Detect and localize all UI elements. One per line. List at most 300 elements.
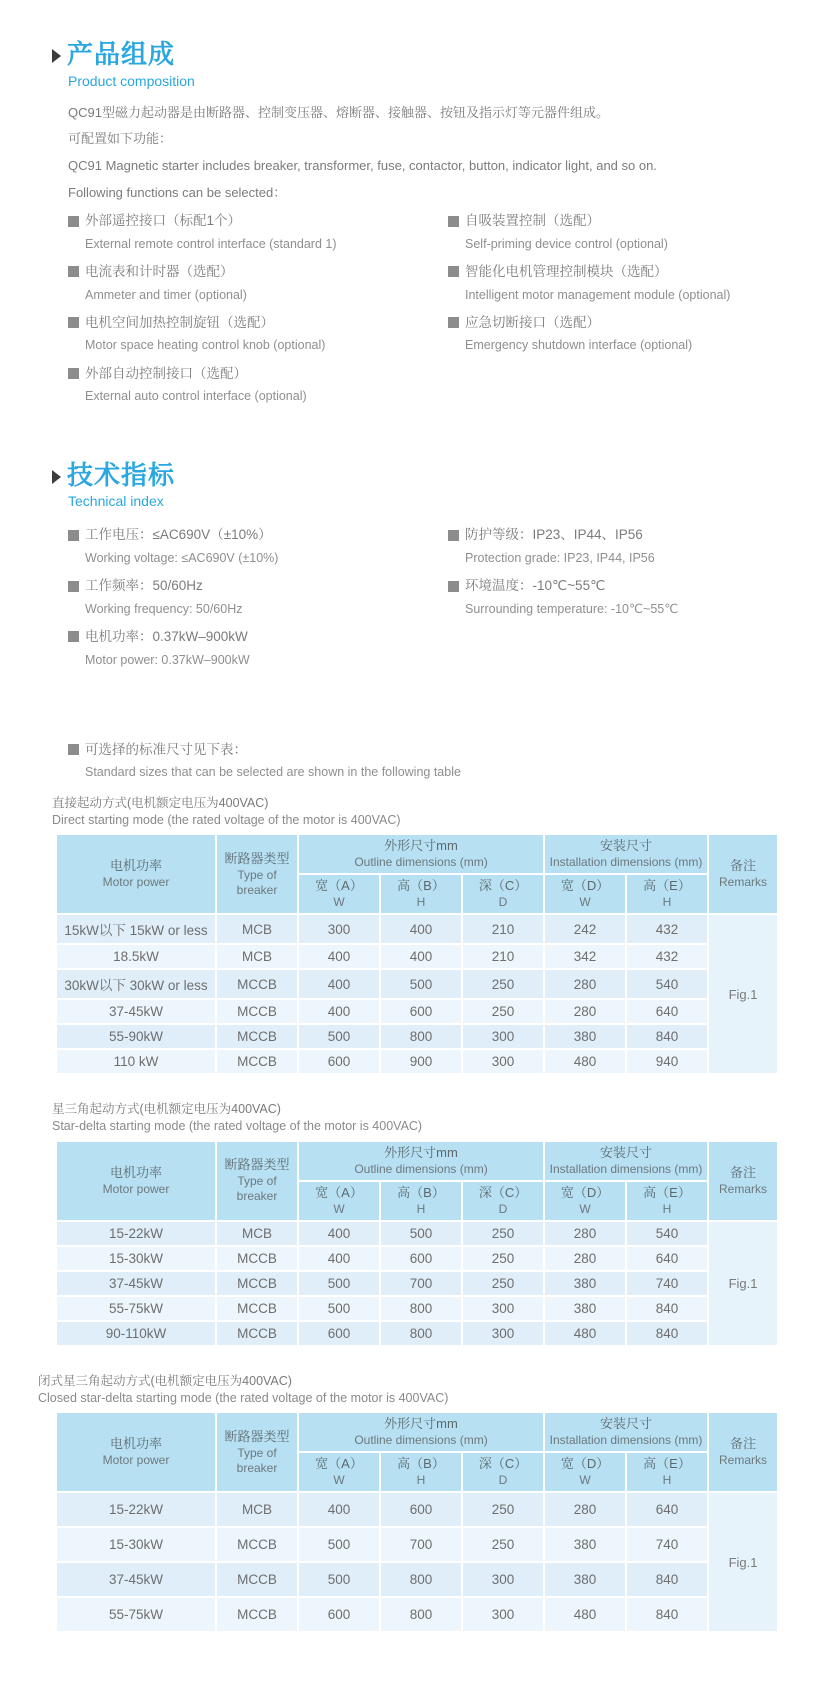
item-text-zh: 工作频率：50/60Hz: [85, 578, 203, 594]
item-text-zh: 防护等级：IP23、IP44、IP56: [465, 527, 643, 543]
header-en: Motor power: [102, 1453, 170, 1468]
cell-dimension-value: 280: [545, 970, 625, 998]
item-text-zh: 外部自动控制接口（选配）: [85, 365, 247, 381]
subheader-zh: 宽（A）: [315, 1456, 363, 1472]
header-zh: 外形尺寸mm: [384, 1144, 458, 1160]
subheader-zh: 高（E）: [643, 1456, 691, 1472]
bullet-square-icon: [68, 581, 79, 592]
cell-dimension-value: 500: [299, 1272, 379, 1295]
cell-dimension-value: 400: [299, 1493, 379, 1526]
spec-columns: [68, 525, 770, 677]
header-en: Installation dimensions (mm): [549, 1433, 703, 1448]
col-header-remarks: [709, 835, 777, 913]
col-header-installation-dimensions: [545, 1413, 707, 1451]
col-subheader-dimension: [299, 1453, 379, 1491]
cell-remark-figure: Fig.1: [709, 915, 777, 1073]
features-right: [448, 211, 770, 414]
table-row: [57, 1222, 777, 1245]
cell-dimension-value: 700: [381, 1272, 461, 1295]
bullet-item: [68, 576, 448, 617]
subheader-zh: 宽（A）: [315, 1184, 363, 1200]
cell-breaker-type: MCB: [217, 945, 297, 968]
cell-dimension-value: 400: [299, 970, 379, 998]
cell-dimension-value: 342: [545, 945, 625, 968]
cell-breaker-type: MCCB: [217, 1297, 297, 1320]
header-en: Remarks: [719, 1453, 768, 1468]
cell-dimension-value: 380: [545, 1563, 625, 1596]
cell-dimension-value: 280: [545, 1222, 625, 1245]
cell-dimension-value: 280: [545, 1493, 625, 1526]
header-zh: 备注: [730, 1164, 757, 1180]
item-text-en: Protection grade: IP23, IP44, IP56: [465, 550, 655, 565]
col-header-remarks: [709, 1142, 777, 1220]
subheader-en: D: [498, 895, 508, 910]
cell-dimension-value: 380: [545, 1025, 625, 1048]
paragraph-line: 可配置如下功能：: [68, 131, 173, 147]
cell-motor-power: 110 kW: [57, 1050, 215, 1073]
cell-breaker-type: MCB: [217, 1493, 297, 1526]
cell-dimension-value: 640: [627, 1247, 707, 1270]
cell-breaker-type: MCCB: [217, 1025, 297, 1048]
bullet-square-icon: [68, 266, 79, 277]
header-zh: 电机功率: [109, 858, 162, 874]
dimensions-table: [55, 833, 779, 1075]
header-en: Type of breaker: [236, 1445, 278, 1475]
header-en: Motor power: [102, 875, 170, 890]
cell-dimension-value: 840: [627, 1297, 707, 1320]
item-text-en: Intelligent motor management module (optional): [465, 287, 731, 302]
col-header-breaker-type: [217, 1413, 297, 1491]
header-en: Installation dimensions (mm): [549, 855, 703, 870]
subheader-zh: 宽（A）: [315, 878, 363, 894]
cell-motor-power: 55-75kW: [57, 1598, 215, 1631]
col-header-breaker-type: [217, 835, 297, 913]
table-caption-en: Star-delta starting mode (the rated voltage of the motor is 400VAC): [52, 1119, 423, 1134]
col-subheader-dimension: [463, 1182, 543, 1220]
col-subheader-dimension: [545, 1182, 625, 1220]
cell-dimension-value: 600: [299, 1322, 379, 1345]
cell-dimension-value: 800: [381, 1297, 461, 1320]
cell-motor-power: 90-110kW: [57, 1322, 215, 1345]
header-zh: 外形尺寸mm: [384, 838, 458, 854]
triangle-marker-icon: [52, 49, 61, 63]
cell-dimension-value: 500: [299, 1297, 379, 1320]
table-block-star-delta: [52, 1101, 770, 1347]
cell-dimension-value: 300: [463, 1322, 543, 1345]
subheader-zh: 深（C）: [478, 1184, 528, 1200]
header-en: Outline dimensions (mm): [354, 855, 488, 870]
cell-dimension-value: 250: [463, 1493, 543, 1526]
section-title: 技术指标: [67, 459, 176, 490]
item-text-zh: 自吸装置控制（选配）: [465, 213, 600, 229]
subheader-zh: 高（B）: [397, 878, 445, 894]
cell-dimension-value: 540: [627, 970, 707, 998]
cell-breaker-type: MCB: [217, 1222, 297, 1245]
cell-motor-power: 55-75kW: [57, 1297, 215, 1320]
cell-dimension-value: 600: [381, 1493, 461, 1526]
col-header-motor-power: [57, 1142, 215, 1220]
header-en: Type of breaker: [236, 867, 278, 897]
subheader-zh: 高（E）: [643, 878, 691, 894]
header-zh: 电机功率: [109, 1436, 162, 1452]
subheader-en: W: [333, 1473, 345, 1488]
cell-dimension-value: 540: [627, 1222, 707, 1245]
subheader-en: D: [498, 1473, 508, 1488]
bullet-square-icon: [68, 631, 79, 642]
bullet-square-icon: [68, 317, 79, 328]
subheader-en: H: [416, 1201, 426, 1216]
cell-motor-power: 15-22kW: [57, 1493, 215, 1526]
cell-remark-figure: Fig.1: [709, 1493, 777, 1631]
section-subtitle: Technical index: [68, 493, 164, 510]
header-zh: 外形尺寸mm: [384, 1416, 458, 1432]
bullet-item: [448, 262, 770, 303]
cell-breaker-type: MCCB: [217, 1247, 297, 1270]
cell-dimension-value: 400: [299, 1247, 379, 1270]
cell-dimension-value: 500: [381, 970, 461, 998]
cell-dimension-value: 250: [463, 1247, 543, 1270]
bullet-item: [448, 313, 770, 354]
cell-dimension-value: 400: [299, 1222, 379, 1245]
item-text-zh: 工作电压：≤AC690V（±10%）: [85, 527, 272, 543]
dimensions-table: [55, 1140, 779, 1347]
bullet-square-icon: [68, 216, 79, 227]
col-subheader-dimension: [381, 1453, 461, 1491]
cell-dimension-value: 900: [381, 1050, 461, 1073]
table-row: [57, 945, 777, 968]
cell-dimension-value: 800: [381, 1322, 461, 1345]
cell-motor-power: 15kW以下 15kW or less: [57, 915, 215, 943]
cell-dimension-value: 300: [463, 1598, 543, 1631]
subheader-zh: 宽（D）: [560, 1184, 610, 1200]
subheader-en: H: [416, 895, 426, 910]
standard-sizes-note: [68, 740, 770, 781]
cell-dimension-value: 480: [545, 1598, 625, 1631]
bullet-item: [68, 627, 448, 668]
col-header-remarks: [709, 1413, 777, 1491]
cell-dimension-value: 300: [463, 1297, 543, 1320]
cell-dimension-value: 600: [381, 1000, 461, 1023]
table-caption-zh: 直接起动方式(电机额定电压为400VAC): [52, 795, 269, 810]
subheader-en: W: [579, 1473, 591, 1488]
table-row: [57, 1598, 777, 1631]
cell-dimension-value: 640: [627, 1493, 707, 1526]
cell-dimension-value: 840: [627, 1598, 707, 1631]
bullet-square-icon: [68, 368, 79, 379]
item-text-en: Ammeter and timer (optional): [85, 287, 247, 302]
specs-right: [448, 525, 770, 677]
subheader-zh: 高（B）: [397, 1184, 445, 1200]
cell-dimension-value: 210: [463, 945, 543, 968]
cell-motor-power: 15-30kW: [57, 1528, 215, 1561]
cell-dimension-value: 400: [381, 945, 461, 968]
cell-dimension-value: 840: [627, 1563, 707, 1596]
cell-dimension-value: 500: [381, 1222, 461, 1245]
table-row: [57, 1493, 777, 1526]
cell-dimension-value: 300: [463, 1050, 543, 1073]
table-block-direct-starting: [52, 795, 770, 1076]
cell-dimension-value: 280: [545, 1247, 625, 1270]
header-zh: 电机功率: [109, 1164, 162, 1180]
item-text-zh: 外部遥控接口（标配1个）: [85, 213, 242, 229]
feature-columns: [68, 211, 770, 414]
cell-dimension-value: 840: [627, 1025, 707, 1048]
col-subheader-dimension: [463, 1453, 543, 1491]
cell-breaker-type: MCB: [217, 915, 297, 943]
section-product-composition: [52, 40, 770, 415]
cell-dimension-value: 380: [545, 1272, 625, 1295]
cell-dimension-value: 400: [299, 1000, 379, 1023]
specs-left: [68, 525, 448, 677]
cell-breaker-type: MCCB: [217, 1322, 297, 1345]
table-block-closed-star-delta: [38, 1373, 770, 1634]
col-subheader-dimension: [627, 1182, 707, 1220]
bullet-item: [448, 525, 770, 566]
item-text-zh: 电机空间加热控制旋钮（选配）: [85, 314, 274, 330]
paragraph-line: QC91型磁力起动器是由断路器、控制变压器、熔断器、接触器、按钮及指示灯等元器件组成。: [68, 104, 609, 120]
cell-dimension-value: 840: [627, 1322, 707, 1345]
item-text-en: External remote control interface (standard 1): [85, 236, 337, 251]
col-header-outline-dimensions: [299, 1413, 543, 1451]
cell-dimension-value: 740: [627, 1528, 707, 1561]
table-row: [57, 1297, 777, 1320]
bullet-item: [448, 576, 770, 617]
subheader-en: H: [416, 1473, 426, 1488]
cell-dimension-value: 500: [299, 1563, 379, 1596]
cell-dimension-value: 640: [627, 1000, 707, 1023]
bullet-square-icon: [68, 530, 79, 541]
header-en: Motor power: [102, 1181, 170, 1196]
cell-dimension-value: 380: [545, 1297, 625, 1320]
cell-dimension-value: 400: [299, 945, 379, 968]
section-subtitle: Product composition: [68, 72, 195, 89]
header-en: Outline dimensions (mm): [354, 1161, 488, 1176]
bullet-square-icon: [448, 530, 459, 541]
item-text-en: Motor space heating control knob (optional): [85, 338, 326, 353]
item-text-en: Self-priming device control (optional): [465, 236, 668, 251]
cell-dimension-value: 300: [299, 915, 379, 943]
col-header-installation-dimensions: [545, 835, 707, 873]
cell-dimension-value: 600: [381, 1247, 461, 1270]
item-text-zh: 电流表和计时器（选配）: [85, 264, 234, 280]
col-header-installation-dimensions: [545, 1142, 707, 1180]
tables-area: [38, 795, 770, 1634]
cell-dimension-value: 250: [463, 1000, 543, 1023]
table-caption-en: Direct starting mode (the rated voltage of the motor is 400VAC): [52, 812, 401, 827]
header-zh: 安装尺寸: [600, 1144, 653, 1160]
bullet-item: [448, 211, 770, 252]
col-subheader-dimension: [463, 875, 543, 913]
col-subheader-dimension: [627, 1453, 707, 1491]
cell-breaker-type: MCCB: [217, 1528, 297, 1561]
table-row: [57, 915, 777, 943]
item-text-en: Surrounding temperature: -10℃~55℃: [465, 601, 679, 616]
cell-dimension-value: 300: [463, 1563, 543, 1596]
table-row: [57, 1247, 777, 1270]
cell-motor-power: 18.5kW: [57, 945, 215, 968]
bullet-item: [68, 211, 448, 252]
intro-paragraphs: [68, 105, 770, 200]
cell-motor-power: 30kW以下 30kW or less: [57, 970, 215, 998]
subheader-zh: 高（E）: [643, 1184, 691, 1200]
item-text-zh: 应急切断接口（选配）: [465, 314, 600, 330]
col-header-motor-power: [57, 835, 215, 913]
cell-motor-power: 37-45kW: [57, 1272, 215, 1295]
cell-dimension-value: 432: [627, 915, 707, 943]
cell-dimension-value: 500: [299, 1528, 379, 1561]
subheader-en: H: [662, 1201, 672, 1216]
header-zh: 备注: [730, 858, 757, 874]
cell-dimension-value: 700: [381, 1528, 461, 1561]
col-subheader-dimension: [381, 875, 461, 913]
table-caption-zh: 星三角起动方式(电机额定电压为400VAC): [52, 1102, 281, 1117]
triangle-marker-icon: [52, 470, 61, 484]
cell-dimension-value: 480: [545, 1322, 625, 1345]
table-row: [57, 1025, 777, 1048]
cell-dimension-value: 740: [627, 1272, 707, 1295]
cell-dimension-value: 250: [463, 1222, 543, 1245]
cell-motor-power: 37-45kW: [57, 1563, 215, 1596]
item-text-en: External auto control interface (optional): [85, 389, 307, 404]
paragraph-line: Following functions can be selected：: [68, 184, 287, 200]
bullet-square-icon: [448, 216, 459, 227]
cell-breaker-type: MCCB: [217, 1563, 297, 1596]
table-row: [57, 1563, 777, 1596]
bullet-square-icon: [448, 266, 459, 277]
cell-dimension-value: 400: [381, 915, 461, 943]
cell-dimension-value: 600: [299, 1598, 379, 1631]
cell-breaker-type: MCCB: [217, 1050, 297, 1073]
table-row: [57, 1000, 777, 1023]
item-text-en: Working frequency: 50/60Hz: [85, 601, 243, 616]
section-heading: [52, 40, 770, 89]
table-row: [57, 970, 777, 998]
cell-dimension-value: 480: [545, 1050, 625, 1073]
bullet-square-icon: [448, 317, 459, 328]
section-heading: [52, 461, 770, 510]
cell-dimension-value: 500: [299, 1025, 379, 1048]
item-text-zh: 环境温度：-10℃~55℃: [465, 578, 606, 594]
bullet-item: [68, 364, 448, 405]
cell-dimension-value: 940: [627, 1050, 707, 1073]
subheader-zh: 深（C）: [478, 1456, 528, 1472]
table-row: [57, 1272, 777, 1295]
cell-remark-figure: Fig.1: [709, 1222, 777, 1345]
bullet-square-icon: [448, 581, 459, 592]
col-subheader-dimension: [299, 875, 379, 913]
cell-dimension-value: 250: [463, 970, 543, 998]
cell-dimension-value: 210: [463, 915, 543, 943]
table-caption-zh: 闭式星三角起动方式(电机额定电压为400VAC): [38, 1373, 292, 1388]
col-subheader-dimension: [627, 875, 707, 913]
header-en: Outline dimensions (mm): [354, 1433, 488, 1448]
dimensions-table: [55, 1411, 779, 1633]
col-subheader-dimension: [299, 1182, 379, 1220]
subheader-en: W: [333, 895, 345, 910]
cell-dimension-value: 432: [627, 945, 707, 968]
cell-breaker-type: MCCB: [217, 1272, 297, 1295]
cell-motor-power: 37-45kW: [57, 1000, 215, 1023]
col-header-motor-power: [57, 1413, 215, 1491]
header-zh: 备注: [730, 1436, 757, 1452]
header-en: Remarks: [719, 875, 768, 890]
subheader-zh: 宽（D）: [560, 1456, 610, 1472]
table-caption: [52, 1101, 770, 1135]
header-zh: 断路器类型: [224, 850, 290, 866]
cell-motor-power: 15-30kW: [57, 1247, 215, 1270]
section-technical-index: [52, 461, 770, 781]
subheader-en: W: [579, 1201, 591, 1216]
cell-dimension-value: 250: [463, 1272, 543, 1295]
col-subheader-dimension: [381, 1182, 461, 1220]
header-en: Type of breaker: [236, 1174, 278, 1204]
cell-dimension-value: 242: [545, 915, 625, 943]
header-zh: 断路器类型: [224, 1157, 290, 1173]
bullet-item: [68, 525, 448, 566]
cell-dimension-value: 250: [463, 1528, 543, 1561]
item-text-en: Emergency shutdown interface (optional): [465, 338, 693, 353]
table-row: [57, 1322, 777, 1345]
note-en: Standard sizes that can be selected are shown in the following table: [85, 765, 461, 780]
subheader-en: W: [579, 895, 591, 910]
col-subheader-dimension: [545, 875, 625, 913]
table-row: [57, 1528, 777, 1561]
subheader-zh: 高（B）: [397, 1456, 445, 1472]
header-zh: 安装尺寸: [600, 1416, 653, 1432]
cell-breaker-type: MCCB: [217, 1598, 297, 1631]
paragraph-line: QC91 Magnetic starter includes breaker, transformer, fuse, contactor, button, indicator light, and so on.: [68, 158, 657, 174]
cell-breaker-type: MCCB: [217, 1000, 297, 1023]
item-text-zh: 智能化电机管理控制模块（选配）: [465, 264, 668, 280]
col-subheader-dimension: [545, 1453, 625, 1491]
header-en: Installation dimensions (mm): [549, 1161, 703, 1176]
cell-dimension-value: 800: [381, 1025, 461, 1048]
cell-motor-power: 55-90kW: [57, 1025, 215, 1048]
item-text-en: Working voltage: ≤AC690V (±10%): [85, 550, 279, 565]
table-caption-en: Closed star-delta starting mode (the rated voltage of the motor is 400VAC): [38, 1390, 449, 1405]
bullet-item: [68, 262, 448, 303]
bullet-square-icon: [68, 744, 79, 755]
col-header-breaker-type: [217, 1142, 297, 1220]
subheader-en: H: [662, 895, 672, 910]
features-left: [68, 211, 448, 414]
table-row: [57, 1050, 777, 1073]
subheader-en: D: [498, 1201, 508, 1216]
header-zh: 安装尺寸: [600, 838, 653, 854]
bullet-item: [68, 313, 448, 354]
cell-breaker-type: MCCB: [217, 970, 297, 998]
cell-motor-power: 15-22kW: [57, 1222, 215, 1245]
section-title: 产品组成: [67, 39, 176, 69]
item-text-en: Motor power: 0.37kW–900kW: [85, 652, 250, 667]
cell-dimension-value: 800: [381, 1598, 461, 1631]
table-caption: [52, 795, 770, 829]
cell-dimension-value: 380: [545, 1528, 625, 1561]
cell-dimension-value: 300: [463, 1025, 543, 1048]
col-header-outline-dimensions: [299, 1142, 543, 1180]
header-en: Remarks: [719, 1181, 768, 1196]
subheader-zh: 宽（D）: [560, 878, 610, 894]
cell-dimension-value: 600: [299, 1050, 379, 1073]
item-text-zh: 电机功率：0.37kW–900kW: [85, 629, 248, 645]
cell-dimension-value: 800: [381, 1563, 461, 1596]
table-caption: [38, 1373, 770, 1407]
col-header-outline-dimensions: [299, 835, 543, 873]
cell-dimension-value: 280: [545, 1000, 625, 1023]
subheader-en: W: [333, 1201, 345, 1216]
subheader-zh: 深（C）: [478, 878, 528, 894]
header-zh: 断路器类型: [224, 1428, 290, 1444]
